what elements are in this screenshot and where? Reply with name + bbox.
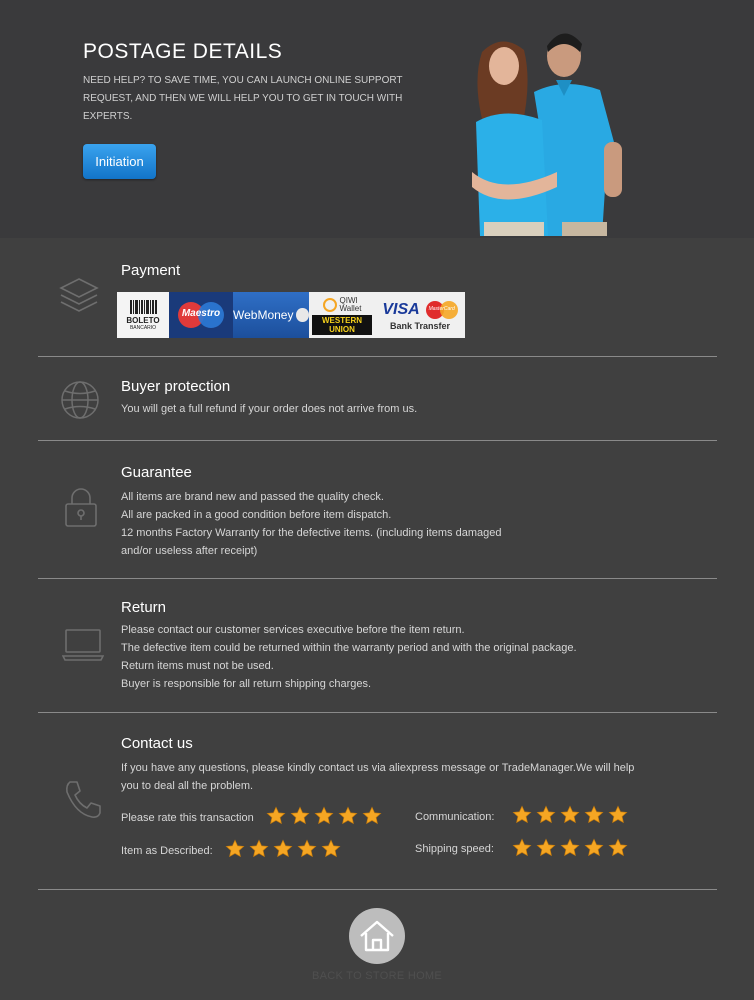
- star-icon[interactable]: [273, 839, 293, 859]
- visa-label: VISA: [382, 301, 420, 318]
- initiation-button[interactable]: Initiation: [83, 144, 156, 179]
- back-to-store-button[interactable]: [349, 908, 405, 964]
- guarantee-line: All items are brand new and passed the quality check.: [121, 491, 384, 503]
- communication-stars[interactable]: [512, 805, 628, 825]
- western-sublabel: UNION: [329, 325, 355, 334]
- guarantee-title: Guarantee: [121, 464, 192, 481]
- return-line: The defective item could be returned within the warranty period and with the original package.: [121, 642, 577, 654]
- item-described-label: Item as Described:: [121, 845, 213, 857]
- western-label: WESTERN: [322, 316, 362, 325]
- boleto-label: BOLETO: [126, 315, 160, 325]
- star-icon[interactable]: [314, 806, 334, 826]
- qiwi-sublabel: Wallet: [339, 304, 362, 313]
- divider: [38, 440, 717, 441]
- shipping-speed-label: Shipping speed:: [415, 843, 494, 855]
- globe-icon: [59, 379, 101, 421]
- layers-icon: [58, 275, 100, 317]
- return-line: Return items must not be used.: [121, 660, 274, 672]
- laptop-icon: [62, 624, 104, 666]
- contact-title: Contact us: [121, 735, 193, 752]
- star-icon[interactable]: [560, 838, 580, 858]
- webmoney-label: WebMoney: [233, 308, 294, 322]
- contact-line: you to deal all the problem.: [121, 780, 254, 792]
- qiwi-label: QIWI: [339, 296, 358, 305]
- star-icon[interactable]: [608, 838, 628, 858]
- star-icon[interactable]: [321, 839, 341, 859]
- star-icon[interactable]: [536, 805, 556, 825]
- maestro-logo: [169, 292, 233, 338]
- barcode-icon: [130, 300, 157, 314]
- hero-desc-line: EXPERTS.: [83, 111, 133, 122]
- shipping-speed-stars[interactable]: [512, 838, 628, 858]
- hero-title: POSTAGE DETAILS: [83, 40, 283, 63]
- star-icon[interactable]: [225, 839, 245, 859]
- star-icon[interactable]: [584, 838, 604, 858]
- webmoney-icon: [296, 308, 309, 322]
- star-icon[interactable]: [560, 805, 580, 825]
- boleto-logo: [117, 292, 169, 338]
- star-icon[interactable]: [512, 805, 532, 825]
- lock-icon: [60, 486, 102, 528]
- communication-label: Communication:: [415, 811, 495, 823]
- qiwi-icon: [323, 298, 337, 312]
- return-title: Return: [121, 599, 167, 616]
- visa-mastercard-logo: [375, 292, 465, 338]
- divider: [38, 889, 717, 890]
- divider: [38, 712, 717, 713]
- star-icon[interactable]: [362, 806, 382, 826]
- hero-desc-line: REQUEST, AND THEN WE WILL HELP YOU TO GET IN TOUCH WITH: [83, 93, 403, 104]
- mastercard-icon: [426, 301, 458, 319]
- divider: [38, 578, 717, 579]
- star-icon[interactable]: [536, 838, 556, 858]
- maestro-label: Maestro: [181, 308, 221, 319]
- star-icon[interactable]: [249, 839, 269, 859]
- star-icon[interactable]: [512, 838, 532, 858]
- guarantee-line: and/or useless after receipt): [121, 545, 258, 557]
- star-icon[interactable]: [584, 805, 604, 825]
- return-line: Buyer is responsible for all return shipping charges.: [121, 678, 372, 690]
- qiwi-western-logo: [309, 292, 375, 338]
- star-icon[interactable]: [266, 806, 286, 826]
- rate-transaction-stars[interactable]: [266, 806, 382, 826]
- guarantee-text: [121, 488, 501, 560]
- return-text: [121, 621, 577, 693]
- hero-banner: [0, 0, 754, 238]
- home-icon: [358, 919, 396, 953]
- mastercard-label: MasterCard: [428, 306, 455, 312]
- guarantee-line: 12 months Factory Warranty for the defective items. (including items damaged: [121, 527, 502, 539]
- phone-icon: [62, 778, 104, 820]
- return-line: Please contact our customer services executive before the item return.: [121, 624, 465, 636]
- hero-desc-line: NEED HELP? TO SAVE TIME, YOU CAN LAUNCH ONLINE SUPPORT: [83, 75, 403, 86]
- rate-transaction-label: Please rate this transaction: [121, 812, 254, 824]
- models-image: [462, 22, 642, 236]
- contact-text: [121, 759, 634, 795]
- star-icon[interactable]: [290, 806, 310, 826]
- buyer-protection-title: Buyer protection: [121, 378, 231, 395]
- divider: [38, 356, 717, 357]
- contact-line: If you have any questions, please kindly contact us via aliexpress message or TradeManager.We will help: [121, 762, 635, 774]
- star-icon[interactable]: [338, 806, 358, 826]
- buyer-protection-line: You will get a full refund if your order does not arrive from us.: [121, 403, 418, 415]
- star-icon[interactable]: [297, 839, 317, 859]
- back-to-store-label[interactable]: BACK TO STORE HOME: [311, 970, 443, 982]
- webmoney-logo: [233, 292, 309, 338]
- buyer-protection-text: [121, 400, 417, 418]
- guarantee-line: All are packed in a good condition before item dispatch.: [121, 509, 392, 521]
- item-described-stars[interactable]: [225, 839, 341, 859]
- star-icon[interactable]: [608, 805, 628, 825]
- payment-methods: [117, 292, 465, 338]
- hero-description: [83, 72, 413, 126]
- payment-title: Payment: [121, 262, 181, 279]
- bank-transfer-label: Bank Transfer: [389, 321, 451, 331]
- boleto-sublabel: BANCARIO: [129, 324, 157, 331]
